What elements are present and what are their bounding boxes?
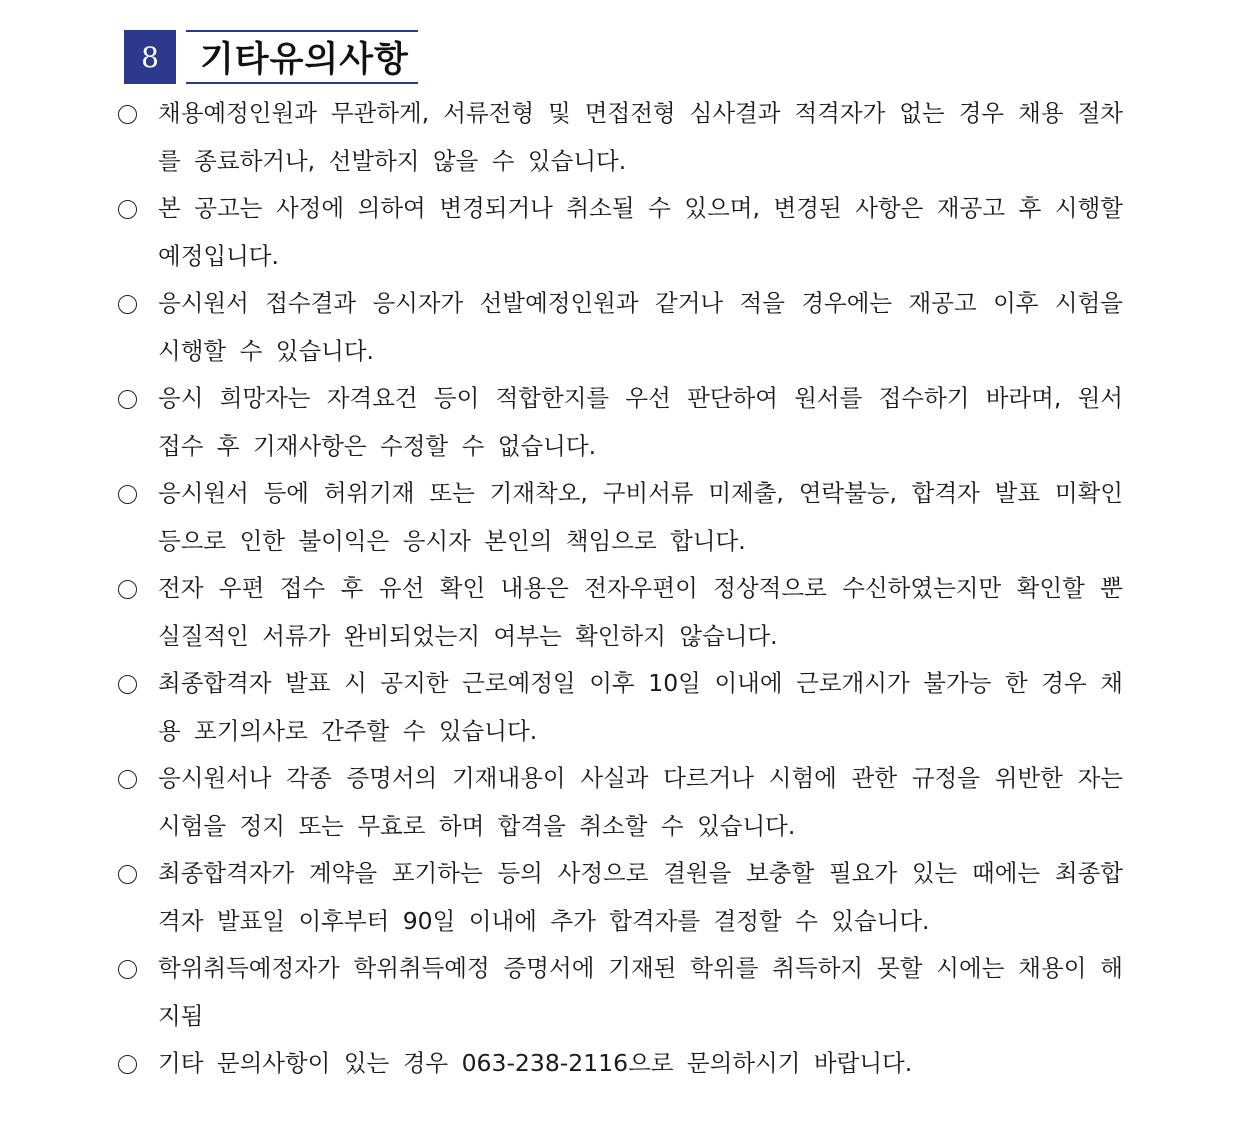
notes-list <box>118 90 1123 1088</box>
note-item <box>118 850 1123 945</box>
note-item <box>118 185 1123 280</box>
note-text: 전자 우편 접수 후 유선 확인 내용은 전자우편이 정상적으로 수신하였는지만 확인할 뿐 실질적인 서류가 완비되었는지 여부는 확인하지 않습니다. <box>158 574 1123 650</box>
note-text: 응시원서 접수결과 응시자가 선발예정인원과 같거나 적을 경우에는 재공고 이후 시험을 시행할 수 있습니다. <box>158 289 1123 365</box>
note-item <box>118 280 1123 375</box>
note-text: 응시원서나 각종 증명서의 기재내용이 사실과 다르거나 시험에 관한 규정을 위반한 자는 시험을 정지 또는 무효로 하며 합격을 취소할 수 있습니다. <box>158 764 1123 840</box>
note-item <box>118 1040 1123 1088</box>
note-text: 본 공고는 사정에 의하여 변경되거나 취소될 수 있으며, 변경된 사항은 재공고 후 시행할 예정입니다. <box>158 194 1123 270</box>
circle-bullet-icon <box>118 850 142 898</box>
note-text: 최종합격자가 계약을 포기하는 등의 사정으로 결원을 보충할 필요가 있는 때에는 최종합격자 발표일 이후부터 90일 이내에 추가 합격자를 결정할 수 있습니다. <box>158 859 1123 935</box>
circle-bullet-icon <box>118 185 142 233</box>
circle-bullet-icon <box>118 375 142 423</box>
note-text: 채용예정인원과 무관하게, 서류전형 및 면접전형 심사결과 적격자가 없는 경우 채용 절차를 종료하거나, 선발하지 않을 수 있습니다. <box>158 99 1123 175</box>
circle-bullet-icon <box>118 1040 142 1088</box>
note-text: 학위취득예정자가 학위취득예정 증명서에 기재된 학위를 취득하지 못할 시에는 채용이 해지됨 <box>158 954 1123 1030</box>
note-text: 기타 문의사항이 있는 경우 063-238-2116으로 문의하시기 바랍니다. <box>158 1049 913 1077</box>
note-item <box>118 90 1123 185</box>
section-title: 기타유의사항 <box>186 30 418 84</box>
section-header <box>124 30 418 84</box>
note-item <box>118 470 1123 565</box>
note-item <box>118 375 1123 470</box>
circle-bullet-icon <box>118 755 142 803</box>
note-text: 최종합격자 발표 시 공지한 근로예정일 이후 10일 이내에 근로개시가 불가능 한 경우 채용 포기의사로 간주할 수 있습니다. <box>158 669 1123 745</box>
note-item <box>118 565 1123 660</box>
circle-bullet-icon <box>118 660 142 708</box>
circle-bullet-icon <box>118 90 142 138</box>
note-item <box>118 660 1123 755</box>
circle-bullet-icon <box>118 280 142 328</box>
note-text: 응시원서 등에 허위기재 또는 기재착오, 구비서류 미제출, 연락불능, 합격자 발표 미확인 등으로 인한 불이익은 응시자 본인의 책임으로 합니다. <box>158 479 1123 555</box>
note-item <box>118 755 1123 850</box>
note-text: 응시 희망자는 자격요건 등이 적합한지를 우선 판단하여 원서를 접수하기 바라며, 원서 접수 후 기재사항은 수정할 수 없습니다. <box>158 384 1123 460</box>
circle-bullet-icon <box>118 470 142 518</box>
note-item <box>118 945 1123 1040</box>
circle-bullet-icon <box>118 945 142 993</box>
circle-bullet-icon <box>118 565 142 613</box>
section-number-badge: 8 <box>124 30 176 84</box>
